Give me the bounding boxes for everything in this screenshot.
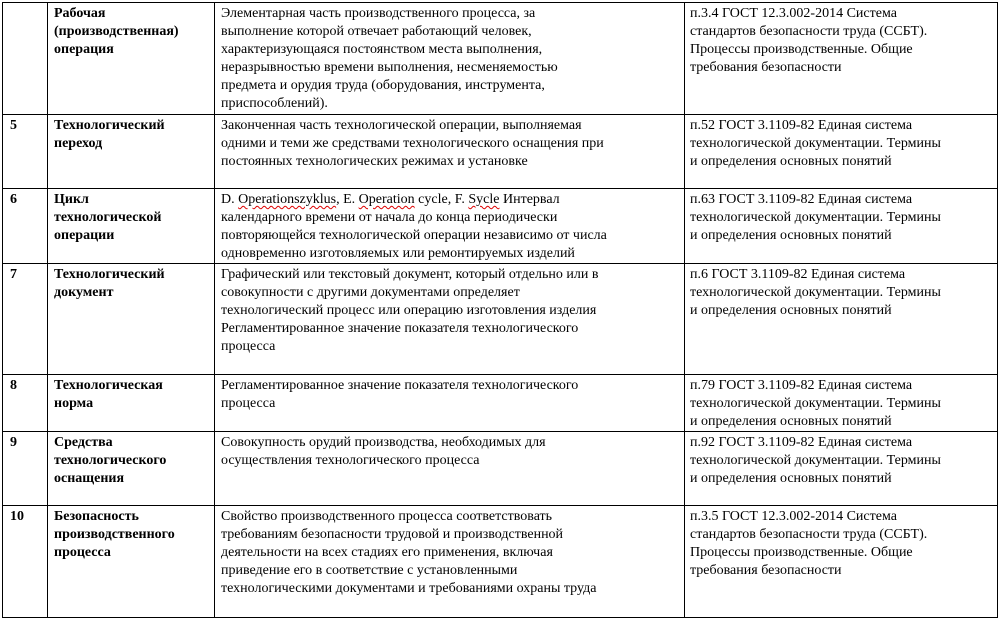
source-cell (685, 506, 998, 618)
term-cell (48, 375, 215, 432)
term-line: технологического (54, 453, 167, 468)
source-line: п.6 ГОСТ 3.1109-82 Единая система (690, 267, 906, 282)
table-row (3, 115, 998, 189)
term-line: Цикл (54, 192, 89, 207)
source-cell (685, 189, 998, 264)
definition-line: процесса (221, 396, 276, 411)
source-line: п.52 ГОСТ 3.1109-82 Единая система (690, 118, 913, 133)
lang-prefix-e: , E. (336, 192, 359, 207)
term-cell (48, 264, 215, 375)
source-line: требования безопасности (690, 563, 842, 578)
source-line: стандартов безопасности труда (ССБТ). (690, 24, 928, 39)
source-line: Процессы производственные. Общие (690, 545, 913, 560)
definition-line: календарного времени от начала до конца периодически (221, 210, 558, 225)
definition-line: приведение его в соответствие с установленными (221, 563, 518, 578)
source-line: технологической документации. Термины (690, 210, 941, 225)
definition-cell (215, 189, 685, 264)
definition-lead: Интервал (499, 192, 560, 207)
term-line: норма (54, 396, 94, 411)
definition-line: Графический или текстовый документ, который отдельно или в (221, 267, 599, 282)
definition-line: характеризующаяся постоянством места выполнения, (221, 42, 543, 57)
term-line: операция (54, 42, 114, 57)
definition-line: выполнение которой отвечает работающий человек, (221, 24, 532, 39)
source-line: п.63 ГОСТ 3.1109-82 Единая система (690, 192, 913, 207)
definition-line: Совокупность орудий производства, необходимых для (221, 435, 546, 450)
source-line: технологической документации. Термины (690, 396, 941, 411)
term-cell (48, 3, 215, 115)
source-cell (685, 264, 998, 375)
term-cell (48, 432, 215, 506)
term-line: Технологический (54, 118, 165, 133)
definition-line: одновременно изготовляемых или ремонтируемых изделий (221, 246, 575, 261)
term-line: Рабочая (54, 6, 106, 21)
source-line: п.3.5 ГОСТ 12.3.002-2014 Система (690, 509, 897, 524)
definition-line: постоянных технологических режимах и установке (221, 154, 528, 169)
source-line: и определения основных понятий (690, 414, 892, 429)
term-line: Средства (54, 435, 113, 450)
row-number: 7 (3, 264, 48, 375)
term-line: производственного (54, 527, 175, 542)
foreign-term-de: Operationszyklus (238, 192, 337, 207)
definition-line: требованиям безопасности трудовой и производственной (221, 527, 564, 542)
lang-prefix-d: D. (221, 192, 239, 207)
definition-line: Элементарная часть производственного процесса, за (221, 6, 536, 21)
definition-line: предмета и орудия труда (оборудования, инструмента, (221, 78, 545, 93)
source-line: п.3.4 ГОСТ 12.3.002-2014 Система (690, 6, 897, 21)
definition-line: Регламентированное значение показателя технологического (221, 321, 579, 336)
source-line: п.92 ГОСТ 3.1109-82 Единая система (690, 435, 913, 450)
term-line: Технологический (54, 267, 165, 282)
source-line: и определения основных понятий (690, 471, 892, 486)
term-cell (48, 506, 215, 618)
definition-line: приспособлений). (221, 96, 328, 111)
source-cell (685, 3, 998, 115)
source-line: стандартов безопасности труда (ССБТ). (690, 527, 928, 542)
source-cell (685, 115, 998, 189)
foreign-term-en: Operation (358, 192, 415, 207)
table-row (3, 375, 998, 432)
definition-line: технологическими документами и требованиями охраны труда (221, 581, 597, 596)
term-line: Технологическая (54, 378, 163, 393)
table-row (3, 189, 998, 264)
source-cell (685, 432, 998, 506)
term-line: операции (54, 228, 115, 243)
definition-line: деятельности на всех стадиях его применения, включая (221, 545, 553, 560)
foreign-term-fr: Sycle (468, 192, 500, 207)
source-line: технологической документации. Термины (690, 285, 941, 300)
term-line: (производственная) (54, 24, 179, 39)
definition-line: процесса (221, 339, 276, 354)
definition-line: Регламентированное значение показателя технологического (221, 378, 579, 393)
definition-cell (215, 375, 685, 432)
definition-line: осуществления технологического процесса (221, 453, 480, 468)
definition-line (221, 191, 678, 209)
definition-cell (215, 115, 685, 189)
source-line: технологической документации. Термины (690, 136, 941, 151)
definition-line: совокупности с другими документами определяет (221, 285, 520, 300)
term-line: технологической (54, 210, 162, 225)
row-number (3, 3, 48, 115)
term-line: документ (54, 285, 114, 300)
source-line: и определения основных понятий (690, 154, 892, 169)
table-row (3, 3, 998, 115)
term-cell (48, 115, 215, 189)
table-row (3, 432, 998, 506)
row-number: 5 (3, 115, 48, 189)
terms-table (2, 2, 998, 618)
definition-line: неразрывностью времени выполнения, несменяемостью (221, 60, 558, 75)
definition-line: одними и теми же средствами технологического оснащения при (221, 136, 604, 151)
term-line: переход (54, 136, 103, 151)
row-number: 6 (3, 189, 48, 264)
row-number: 8 (3, 375, 48, 432)
source-line: п.79 ГОСТ 3.1109-82 Единая система (690, 378, 913, 393)
row-number: 10 (3, 506, 48, 618)
source-line: требования безопасности (690, 60, 842, 75)
term-line: оснащения (54, 471, 125, 486)
lang-prefix-f: cycle, F. (414, 192, 469, 207)
definition-cell (215, 432, 685, 506)
table-row (3, 506, 998, 618)
source-line: Процессы производственные. Общие (690, 42, 913, 57)
table-row (3, 264, 998, 375)
definition-cell (215, 506, 685, 618)
definition-line: технологический процесс или операцию изготовления изделия (221, 303, 597, 318)
definition-cell (215, 264, 685, 375)
source-cell (685, 375, 998, 432)
definition-cell (215, 3, 685, 115)
source-line: и определения основных понятий (690, 303, 892, 318)
term-line: процесса (54, 545, 111, 560)
term-line: Безопасность (54, 509, 139, 524)
source-line: технологической документации. Термины (690, 453, 941, 468)
term-cell (48, 189, 215, 264)
source-line: и определения основных понятий (690, 228, 892, 243)
definition-line: повторяющейся технологической операции независимо от числа (221, 228, 607, 243)
definition-line: Законченная часть технологической операции, выполняемая (221, 118, 582, 133)
definition-line: Свойство производственного процесса соответствовать (221, 509, 553, 524)
row-number: 9 (3, 432, 48, 506)
